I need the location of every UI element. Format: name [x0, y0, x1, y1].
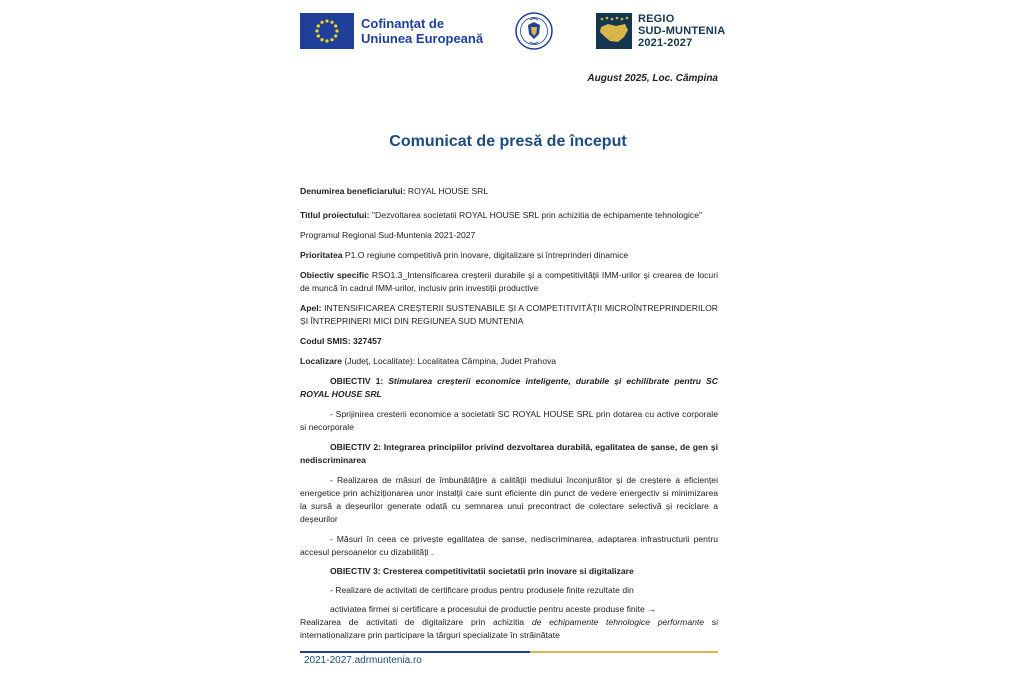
document-body [300, 185, 718, 642]
project-title-label: Titlul proiectului: [300, 210, 370, 220]
eu-line-2: Uniunea Europeană [361, 31, 484, 46]
regio-line-3: 2021-2027 [638, 37, 693, 49]
footer-url-link[interactable]: 2021-2027.adrmuntenia.ro [304, 655, 422, 666]
objective-3-text-3 [300, 616, 718, 642]
date-location: August 2025, Loc. Câmpina [587, 73, 718, 84]
location-label: Localizare [300, 356, 343, 366]
objective-1-text: - Sprijinirea cresterii economice a societatii SC ROYAL HOUSE SRL prin dotarea cu active corporale si necorporale [300, 409, 718, 432]
call-line [300, 302, 718, 328]
objective-3-title: OBIECTIV 3: Cresterea competitivitatii societatii prin inovare si digitalizare [330, 566, 634, 576]
regio-sud-muntenia-logo [596, 13, 725, 49]
romanian-government-seal-icon [515, 12, 553, 50]
objective-1-label: OBIECTIV 1: [330, 376, 384, 386]
eu-flag-icon [300, 13, 354, 49]
beneficiary-label: Denumirea beneficiarului: [300, 186, 406, 196]
project-title-value: "Dezvoltarea societatii ROYAL HOUSE SRL prin achizitia de echipamente tehnologice" [369, 210, 703, 220]
project-title-line [300, 209, 718, 222]
priority-line [300, 249, 718, 262]
objective-3-text-1: - Realizare de activitati de certificare produs pentru produsele finite rezultate din [330, 585, 634, 595]
objective-3-text-3a: Realizarea de activitati de digitalizare prin achizitia [300, 617, 532, 627]
smis-code: Codul SMIS: 327457 [300, 336, 382, 346]
regio-logo-text [638, 13, 725, 49]
objective-2-title: OBIECTIV 2: Integrarea principiilor privind dezvoltarea durabilă, egalitatea de șanse, de gen și nediscriminarea [300, 442, 718, 465]
eu-cofinancing-logo [300, 13, 483, 49]
objective-2-text-1: - Realizarea de măsuri de îmbunătățire a calității mediului înconjurător și de creștere a eficienței energetice prin achiziționarea unor instalții care sunt eficiente din punct de vedere energectiv si minimizarea la sursă a deșeurilor generate odată cu semnarea unui precontract de colectare selectivă și reciclare a deșeurilor [300, 475, 718, 524]
footer-divider [300, 651, 718, 653]
location-line [300, 355, 718, 368]
location-value: (Județ, Localitate): Localitatea Câmpina, Judet Prahova [342, 356, 557, 366]
objective-2-text-2: - Măsuri în ceea ce privește egalitatea de șanse, nediscriminarea, adaptarea infrastructurii pentru accesul persoanelor cu dizabilități . [300, 534, 718, 557]
call-label: Apel: [300, 303, 322, 313]
regio-line-1: REGIO [638, 13, 675, 25]
program-line: Programul Regional Sud-Muntenia 2021-2027 [300, 230, 476, 240]
specific-objective-label: Obiectiv specific [300, 270, 369, 280]
objective-3-text-3b: de echipamente tehnologice performante [531, 617, 705, 627]
objective-3-text-2: activiatea firmei si certificare a procesului de productie pentru aceste produse finite → [330, 604, 656, 614]
beneficiary-line [300, 185, 718, 198]
eu-line-1: Cofinanțat de [361, 16, 445, 31]
specific-objective-value: RSO1.3_Intensificarea creşterii durabile şi a competitivităţii IMM-urilor şi crearea de locuri de muncă în cadrul IMM-urilor, inclusiv prin investiții productive [300, 270, 718, 293]
call-value: INTENSIFICAREA CREȘTERII SUSTENABILE ȘI A COMPETITIVITĂȚII MICROÎNTREPRINDERILOR ȘI ÎNTREPRINERI MICI DIN REGIUNEA SUD MUNTENIA [300, 303, 718, 326]
regio-map-icon [596, 13, 632, 49]
specific-objective-line [300, 269, 718, 295]
page-title: Comunicat de presă de început [389, 133, 627, 150]
regio-line-2: SUD-MUNTENIA [638, 25, 726, 37]
eu-logo-text [361, 16, 483, 46]
priority-label: Prioritatea [300, 250, 343, 260]
priority-value: P1.O regiune competitivă prin inovare, digitalizare și întreprinderi dinamice [342, 250, 629, 260]
objective-1-value: Stimularea creșterii economice inteligente, durabile și echilibrate pentru SC ROYAL HOUSE SRL [300, 376, 718, 399]
objective-1-title [300, 375, 718, 401]
beneficiary-value: ROYAL HOUSE SRL [405, 186, 489, 196]
objective-3-text-3c: si internationalizare prin participare la târguri specializate în străinătate [300, 617, 718, 640]
